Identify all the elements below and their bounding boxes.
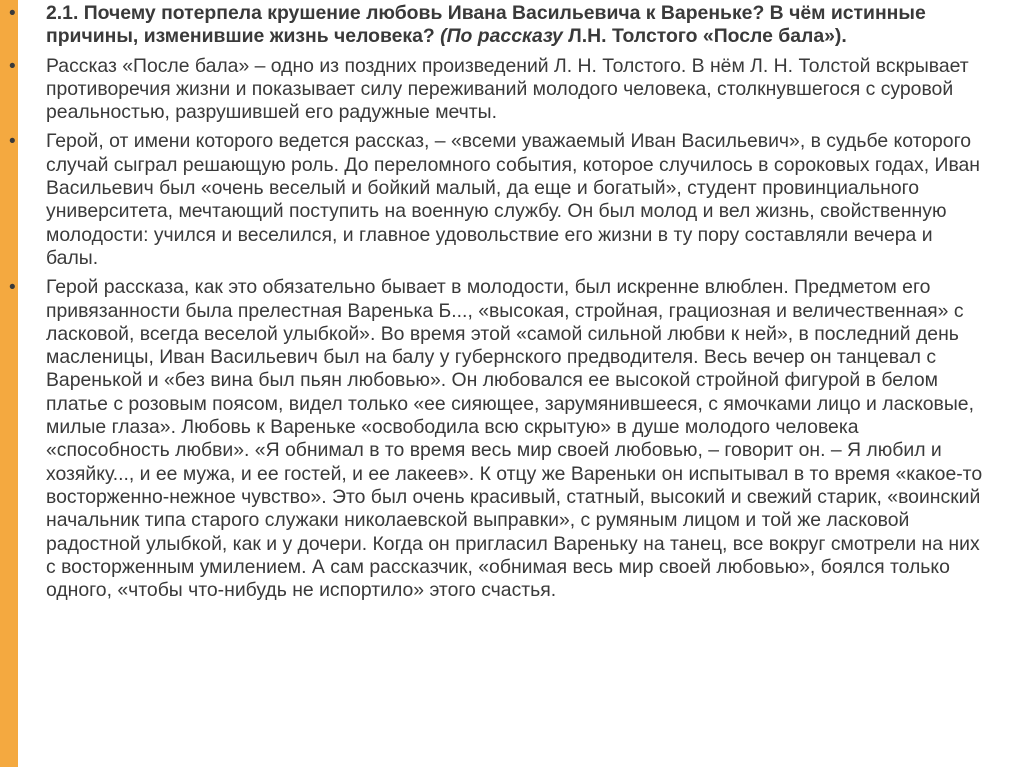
- slide-heading: [46, 2, 986, 49]
- bullet-icon: •: [9, 277, 16, 299]
- paragraph-1: [9, 54, 986, 125]
- heading-part-3: Л.Н. Толстого «После бала»).: [562, 25, 847, 48]
- paragraph-3: [9, 276, 986, 602]
- paragraph-text: Рассказ «После бала» – одно из поздних произведений Л. Н. Толстого. В нём Л. Н. Толстой вскрывает противоречия жизни и показывает силу переживаний молодого человека, столкнувшегося с суровой реальностью, разрушившей его радужные мечты.: [46, 54, 969, 124]
- heading-part-1: 2.1. Почему потерпела крушение любовь Ивана Васильевича к Вареньке? В чём истинные причины, изменившие жизнь человека?: [46, 2, 926, 48]
- bullet-icon: •: [9, 131, 16, 153]
- bullet-icon: •: [9, 55, 16, 77]
- heading-item: [9, 2, 986, 49]
- paragraph-text: Герой рассказа, как это обязательно бывает в молодости, был искренне влюблен. Предметом его привязанности была прелестная Варенька Б..., «высокая, стройная, грациозная и величественная» с ласковой, всегда веселой улыбкой». Во время этой «самой сильной любви к ней», в последний день масленицы, Иван Васильевич был на балу у губернского предводителя. Весь вечер он танцевал с Варенькой и «без вина был пьян любовью». Он любовался ее высокой стройной фигурой в белом платье с розовым поясом, видел только «ее сияющее, зарумянившееся, с ямочками лицо и ласковые, милые глаза». Любовь к Вареньке «освободила всю скрытую» в душе молодого человека «способность любви». «Я обнимал в то время весь мир своей любовью, – говорит он. – Я любил и хозяйку..., и ее мужа, и ее гостей, и ее лакеев». К отцу же Вареньки он испытывал в то время «какое-то восторженно-нежное чувство». Это был очень красивый, статный, высокий и свежий старик, «воинский начальник типа старого служаки николаевской выправки», с румяным лицом и той же ласковой радостной улыбкой, как и у дочери. Когда он пригласил Вареньку на танец, все вокруг смотрели на них с восторженным умилением. А сам рассказчик, «обнимая весь мир своей любовью», боялся только одного, «чтобы что-нибудь не испортило» этого счастья.: [46, 276, 983, 602]
- slide-content: [9, 2, 986, 608]
- heading-part-2: (По рассказу: [440, 25, 563, 48]
- paragraph-text: Герой, от имени которого ведется рассказ, – «всеми уважаемый Иван Васильевич», в судьбе которого случай сыграл решающую роль. До переломного события, которое случилось в сороковых годах, Иван Васильевич был «очень веселый и бойкий малый, да еще и богатый», студент провинциального университета, мечтающий поступить на военную службу. Он был молод и вел жизнь, свойственную молодости: учился и веселился, и главное удовольствие его жизни в ту пору составляли вечера и балы.: [46, 130, 981, 269]
- paragraph-2: [9, 130, 986, 270]
- bullet-icon: •: [9, 3, 16, 24]
- accent-bar: [0, 0, 18, 767]
